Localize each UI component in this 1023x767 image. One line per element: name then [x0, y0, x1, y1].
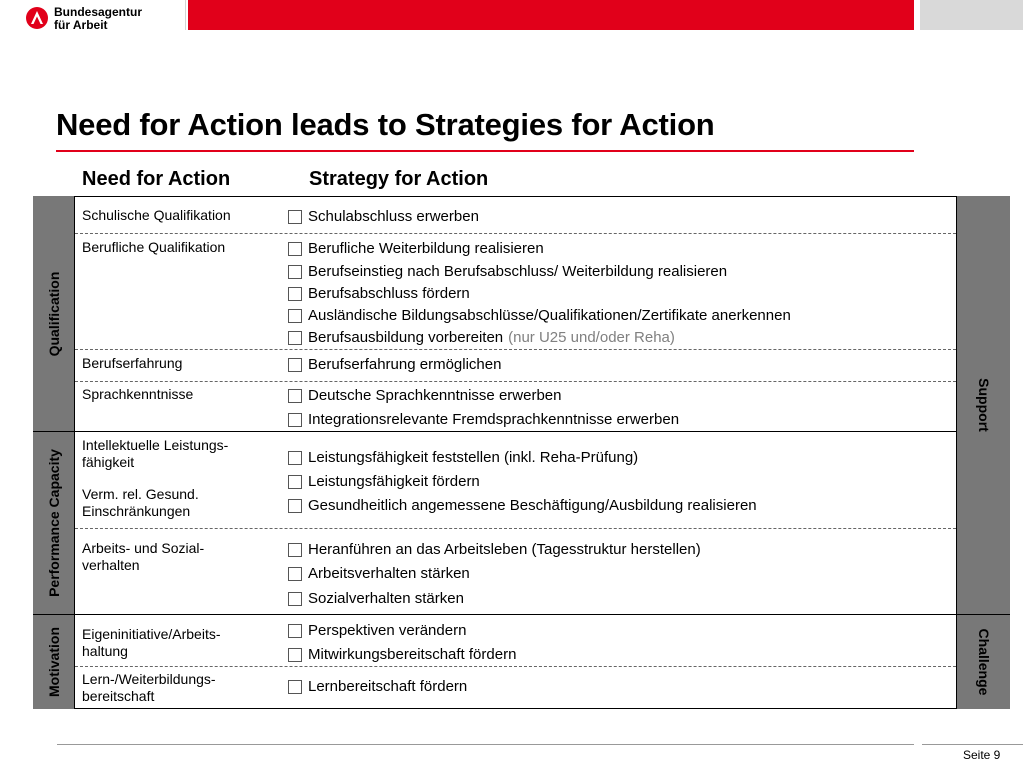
action-label: Gesundheitlich angemessene Beschäftigung/Ausbildung realisieren [308, 497, 757, 514]
column-header-need: Need for Action [82, 168, 231, 190]
column-header-strategy: Strategy for Action [309, 168, 489, 190]
section-divider [33, 431, 956, 432]
checkbox-icon [288, 210, 302, 224]
action-label: Berufliche Weiterbildung realisieren [308, 240, 544, 257]
category-qualification-label: Qualification [45, 271, 62, 356]
checkbox-icon [288, 389, 302, 403]
header-separator [185, 0, 186, 30]
action-item [288, 678, 467, 696]
action-item [288, 541, 701, 559]
need-line: haltung [82, 643, 128, 659]
logo-line1: Bundesagentur [54, 5, 143, 19]
action-item [288, 622, 466, 640]
need-intellektuelle-leistungsfaehigkeit [82, 437, 228, 471]
logo-line2: für Arbeit [54, 18, 108, 32]
need-line: Lern-/Weiterbildungs- [82, 671, 216, 687]
row-divider [75, 381, 956, 382]
checkbox-icon [288, 543, 302, 557]
category-motivation-label: Motivation [45, 627, 62, 697]
checkbox-icon [288, 624, 302, 638]
need-line: Arbeits- und Sozial- [82, 540, 205, 556]
category-qualification [33, 196, 75, 431]
action-item [288, 285, 470, 303]
need-eigeninitiative [82, 626, 221, 660]
section-divider [33, 614, 956, 615]
checkbox-icon [288, 309, 302, 323]
checkbox-icon [288, 648, 302, 662]
action-label: Leistungsfähigkeit feststellen (inkl. Reha-Prüfung) [308, 449, 639, 466]
action-label: Ausländische Bildungsabschlüsse/Qualifikationen/Zertifikate anerkennen [308, 307, 791, 324]
action-item [288, 646, 516, 664]
need-schulische-qualifikation: Schulische Qualifikation [82, 207, 231, 223]
checkbox-icon [288, 567, 302, 581]
logo-text [54, 6, 142, 32]
need-sprachkenntnisse: Sprachkenntnisse [82, 386, 194, 402]
action-label: Arbeitsverhalten stärken [308, 565, 470, 582]
action-label: Leistungsfähigkeit fördern [308, 473, 480, 490]
action-item [288, 307, 791, 325]
action-item [288, 473, 480, 491]
category-performance-label: Performance Capacity [45, 449, 62, 597]
checkbox-icon [288, 413, 302, 427]
logo-mark-icon [26, 7, 48, 29]
action-item [288, 329, 675, 347]
checkbox-icon [288, 592, 302, 606]
action-label: Berufsabschluss fördern [308, 285, 470, 302]
action-item [288, 449, 638, 467]
category-challenge [956, 614, 1010, 709]
action-item [288, 356, 501, 374]
need-line: Verm. rel. Gesund. [82, 486, 199, 502]
footer-divider [57, 744, 914, 745]
action-label: Deutsche Sprachkenntnisse erwerben [308, 387, 562, 404]
category-challenge-label: Challenge [975, 628, 992, 696]
need-arbeits-sozialverhalten [82, 540, 204, 574]
action-label: Heranführen an das Arbeitsleben (Tagesstruktur herstellen) [308, 541, 701, 558]
checkbox-icon [288, 451, 302, 465]
need-line: Einschränkungen [82, 503, 191, 519]
checkbox-icon [288, 358, 302, 372]
need-line: Eigeninitiative/Arbeits- [82, 626, 221, 642]
action-item [288, 263, 727, 281]
action-label: Mitwirkungsbereitschaft fördern [308, 646, 517, 663]
action-item [288, 208, 479, 226]
action-label: Lernbereitschaft fördern [308, 678, 468, 695]
checkbox-icon [288, 242, 302, 256]
category-motivation [33, 614, 75, 709]
row-divider [75, 349, 956, 350]
need-gesundheitliche-einschraenkungen [82, 486, 199, 520]
category-performance [33, 431, 75, 614]
need-line: bereitschaft [82, 688, 155, 704]
action-label: Berufseinstieg nach Berufsabschluss/ Weiterbildung realisieren [308, 263, 728, 280]
page-title: Need for Action leads to Strategies for Action [56, 107, 715, 142]
checkbox-icon [288, 680, 302, 694]
page-number: Seite 9 [963, 748, 1001, 762]
checkbox-icon [288, 331, 302, 345]
action-label: Berufserfahrung ermöglichen [308, 356, 502, 373]
row-divider [75, 666, 956, 667]
need-lernbereitschaft [82, 671, 216, 705]
checkbox-icon [288, 265, 302, 279]
row-divider [75, 528, 956, 529]
checkbox-icon [288, 475, 302, 489]
action-item [288, 590, 464, 608]
category-support-label: Support [975, 378, 992, 432]
need-line: Intellektuelle Leistungs- [82, 437, 229, 453]
title-underline [56, 150, 914, 152]
footer-divider [922, 744, 1023, 745]
action-label: Perspektiven verändern [308, 622, 467, 639]
header-grey-bar [920, 0, 1023, 30]
need-line: verhalten [82, 557, 140, 573]
need-berufserfahrung: Berufserfahrung [82, 355, 183, 371]
action-note: (nur U25 und/oder Reha) [508, 329, 675, 346]
checkbox-icon [288, 287, 302, 301]
header-red-bar [188, 0, 914, 30]
action-item [288, 497, 757, 515]
action-label: Schulabschluss erwerben [308, 208, 479, 225]
checkbox-icon [288, 499, 302, 513]
action-item [288, 240, 544, 258]
action-item [288, 565, 470, 583]
category-support [956, 196, 1010, 614]
need-berufliche-qualifikation: Berufliche Qualifikation [82, 239, 226, 255]
need-line: fähigkeit [82, 454, 135, 470]
action-item [288, 387, 561, 405]
action-label: Sozialverhalten stärken [308, 590, 464, 607]
row-divider [75, 233, 956, 234]
action-item [288, 411, 679, 429]
action-label: Berufsausbildung vorbereiten [308, 329, 504, 346]
action-label: Integrationsrelevante Fremdsprachkenntnisse erwerben [308, 411, 680, 428]
